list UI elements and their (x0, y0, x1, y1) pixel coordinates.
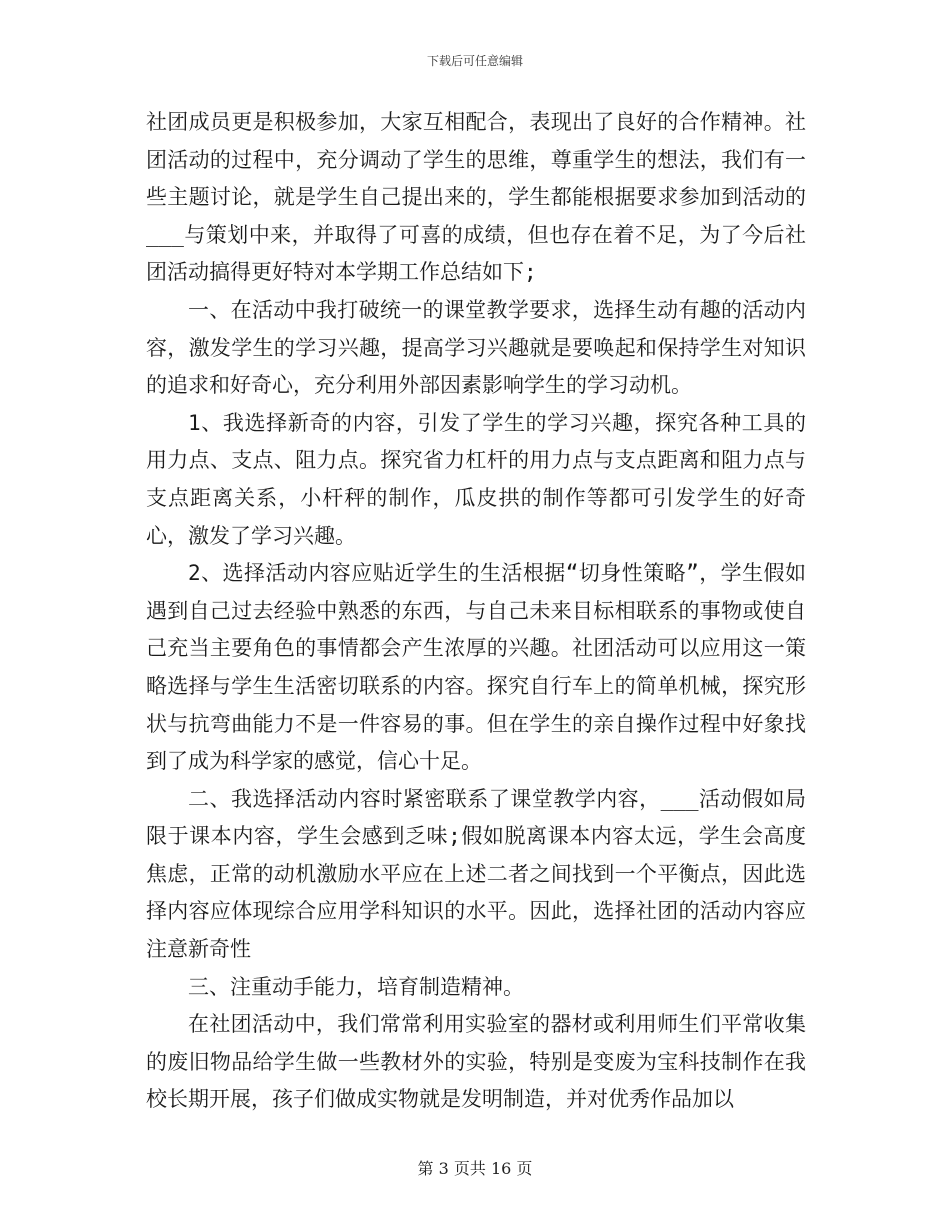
document-body (146, 104, 806, 1119)
paragraph-4: 2、选择活动内容应贴近学生的生活根据“切身性策略”，学生假如遇到自己过去经验中熟悉的东西，与自己未来目标相联系的事物或使自己充当主要角色的事情都会产生浓厚的兴趣。社团活动可以应用这一策略选择与学生生活密切联系的内容。探究自行车上的简单机械，探究形状与抗弯曲能力不是一件容易的事。但在学生的亲自操作过程中好象找到了成为科学家的感觉，信心十足。 (146, 561, 806, 774)
page-footer: 第 3 页共 16 页 (417, 1159, 533, 1178)
paragraph-5: 二、我选择活动内容时紧密联系了课堂教学内容，___活动假如局限于课本内容，学生会感到乏味;假如脱离课本内容太远，学生会高度焦虑，正常的动机激励水平应在上述二者之间找到一个平衡点，因此选择内容应体现综合应用学科知识的水平。因此，选择社团的活动内容应注意新奇性 (146, 786, 806, 962)
paragraph-2: 一、在活动中我打破统一的课堂教学要求，选择生动有趣的活动内容，激发学生的学习兴趣，提高学习兴趣就是要唤起和保持学生对知识的追求和好奇心，充分利用外部因素影响学生的学习动机。 (146, 297, 806, 398)
page-header: 下载后可任意编辑 (426, 54, 523, 68)
paragraph-7: 在社团活动中，我们常常利用实验室的器材或利用师生们平常收集的废旧物品给学生做一些教材外的实验，特别是变废为宝科技制作在我校长期开展，孩子们做成实物就是发明制造，并对优秀作品加以 (146, 1012, 806, 1112)
paragraph-1: 社团成员更是积极参加，大家互相配合，表现出了良好的合作精神。社团活动的过程中，充分调动了学生的思维，尊重学生的想法，我们有一些主题讨论，就是学生自己提出来的，学生都能根据要求参加到活动的___与策划中来，并取得了可喜的成绩，但也存在着不足，为了今后社团活动搞得更好特对本学期工作总结如下; (146, 110, 806, 285)
paragraph-6: 三、注重动手能力，培育制造精神。 (188, 974, 524, 999)
paragraph-3: 1、我选择新奇的内容，引发了学生的学习兴趣，探究各种工具的用力点、支点、阻力点。探究省力杠杆的用力点与支点距离和阻力点与支点距离关系，小杆秤的制作，瓜皮拱的制作等都可引发学生的好奇心，激发了学习兴趣。 (146, 410, 806, 548)
